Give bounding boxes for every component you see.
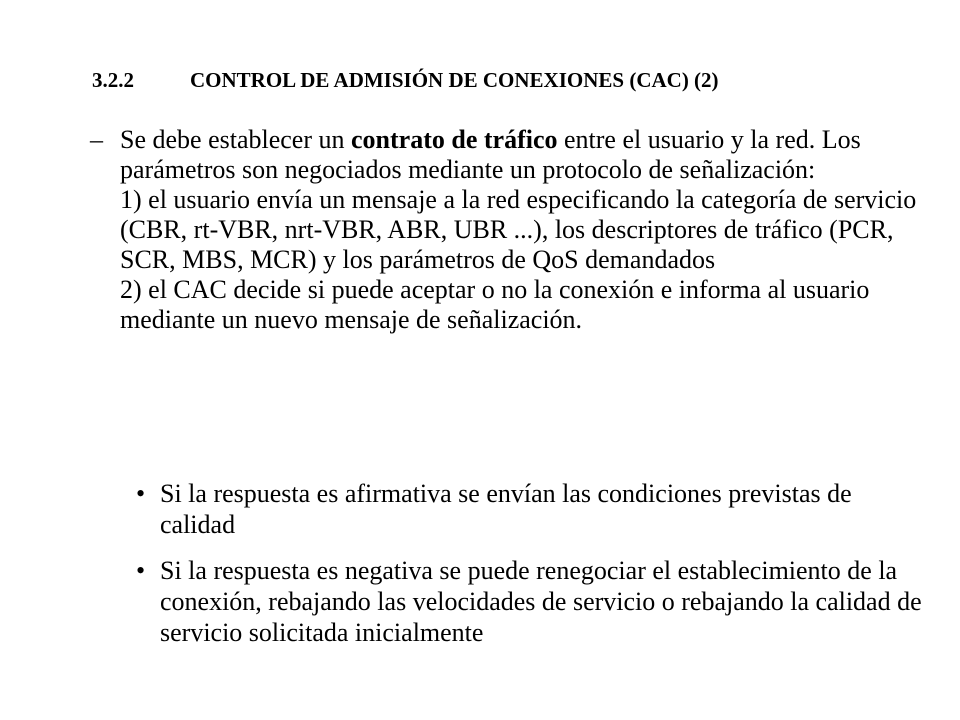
section-title: CONTROL DE ADMISIÓN DE CONEXIONES (CAC) (2) [190,68,719,92]
sub-bullet-negative [134,555,924,648]
sub-bullet-text: Si la respuesta es negativa se puede renegociar el establecimiento de la conexión, rebajando las velocidades de servicio o rebajando la calidad de servicio solicitada inicialmente [160,556,922,647]
sub-bullet-text: Si la respuesta es afirmativa se envían las condiciones previstas de calidad [160,479,852,539]
traffic-contract-term: contrato de tráfico [351,125,558,154]
bullet-marker: • [136,479,146,508]
section-number: 3.2.2 [92,68,134,92]
step-1-paragraph: 1) el usuario envía un mensaje a la red especificando la categoría de servicio (CBR, rt-VBR, nrt-VBR, ABR, UBR ...), los descriptores de tráfico (PCR, SCR, MBS, MCR) y los parámetros de QoS demandados [120,185,917,274]
dash-marker: – [90,125,103,154]
main-list-item [90,125,920,335]
intro-paragraph [120,125,920,185]
main-item-text [120,125,920,335]
step-2-paragraph: 2) el CAC decide si puede aceptar o no la conexión e informa al usuario mediante un nuevo mensaje de señalización. [120,275,870,334]
slide-heading [92,66,719,94]
sub-bullet-affirmative [134,478,924,540]
sub-bullet-list [134,478,924,663]
intro-text-start: Se debe establecer un [120,125,352,154]
intro-text-end: entre el usuario y la red. Los parámetros son negociados mediante un protocolo de señalización: [120,125,861,184]
bullet-marker: • [136,556,146,585]
